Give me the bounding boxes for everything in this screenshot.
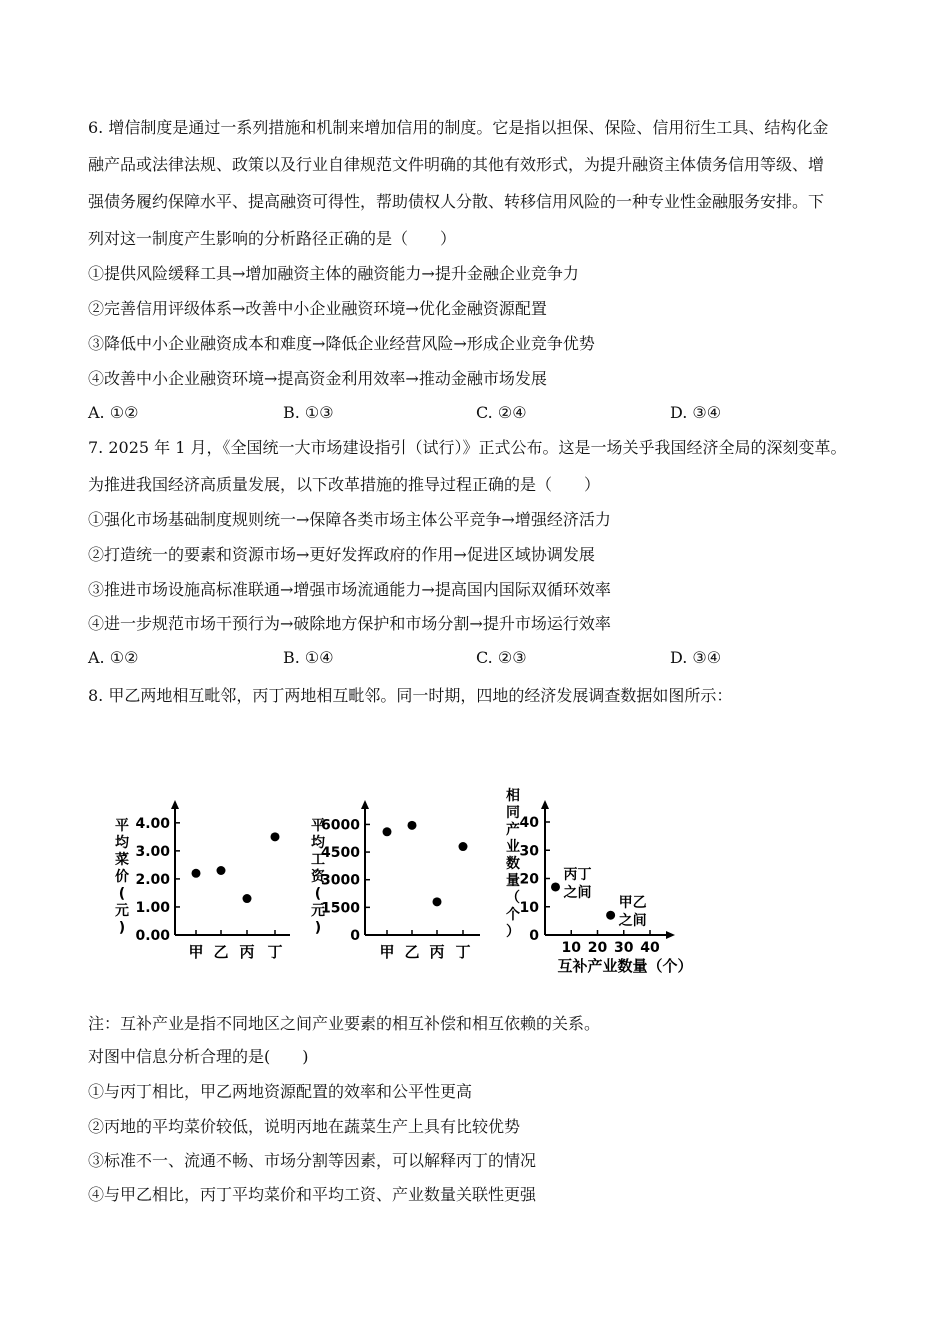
q8-figure: [0, 780, 950, 980]
chart3-ylabel-char-5: 量: [506, 873, 520, 889]
q7-item-4: ④进一步规范市场干预行为→破除地方保护和市场分割→提升市场运行效率: [88, 614, 611, 633]
chart1-y-arrow: [171, 800, 179, 809]
chart3-point-label-0-b: 之间: [563, 884, 592, 901]
chart1-ytick-label-0: 4.00: [135, 815, 170, 832]
chart3-xtick-label-3: 30: [614, 940, 634, 956]
chart2-ylabel-char-1: 均: [311, 835, 325, 851]
chart2-ylabel-char-5: 元: [311, 903, 325, 919]
chart2-category-0: 甲: [379, 943, 395, 961]
chart3-ylabel-char-2: 产: [506, 822, 520, 838]
chart3-ytick-label-0: 40: [519, 815, 539, 831]
chart1-point-0: [192, 869, 201, 878]
chart2-ylabel-char-6: ): [314, 920, 322, 936]
chart1-ylabel-char-2: 菜: [115, 852, 129, 868]
chart3-ylabel-char-7: 个: [506, 907, 520, 923]
chart1-ytick-label-4: 0.00: [135, 928, 170, 944]
q8-question: 对图中信息分析合理的是( ): [88, 1047, 309, 1066]
chart2-ylabel-char-2: 工: [311, 852, 325, 868]
chart1-category-2: 丙: [239, 943, 255, 961]
q8-item-2: ②丙地的平均菜价较低，说明丙地在蔬菜生产上具有比较优势: [88, 1117, 521, 1136]
chart3-point-1: [606, 911, 615, 920]
q8-item-4: ④与甲乙相比，丙丁平均菜价和平均工资、产业数量关联性更强: [88, 1185, 537, 1204]
chart1-ytick-label-2: 2.00: [135, 871, 170, 888]
chart3-xtick-label-2: 20: [587, 940, 608, 956]
q6-stem-line-3: 强债务履约保障水平、提高融资可得性，帮助债权人分散、转移信用风险的一种专业性金融服务安排。下: [88, 192, 825, 211]
q6-option-c[interactable]: C. ②④: [476, 403, 527, 422]
q6-item-4: ④改善中小企业融资环境→提高资金利用效率→推动金融市场发展: [88, 369, 547, 388]
q7-stem-line-1: 7. 2025 年 1 月，《全国统一大市场建设指引（试行）》正式公布。这是一场关乎我国经济全局的深刻变革。: [88, 438, 847, 457]
q8-item-1: ①与丙丁相比，甲乙两地资源配置的效率和公平性更高: [88, 1082, 473, 1101]
q8-intro: 8. 甲乙两地相互毗邻，丙丁两地相互毗邻。同一时期，四地的经济发展调查数据如图所示：: [88, 686, 733, 705]
chart2-ytick-label-1: 4500: [321, 845, 360, 862]
q6-item-3: ③降低中小企业融资成本和难度→降低企业经营风险→形成企业竞争优势: [88, 334, 595, 353]
chart1-category-0: 甲: [188, 943, 204, 961]
chart3-ylabel-char-4: 数: [506, 856, 520, 872]
chart2-point-1: [408, 821, 417, 830]
chart2-ytick-label-4: 0: [350, 928, 360, 944]
q7-item-2: ②打造统一的要素和资源市场→更好发挥政府的作用→促进区域协调发展: [88, 545, 595, 564]
chart2-ylabel-char-4: (: [314, 886, 322, 902]
q6-stem-line-4: 列对这一制度产生影响的分析路径正确的是（ ）: [88, 229, 457, 248]
q6-item-1: ①提供风险缓释工具→增加融资主体的融资能力→提升金融企业竞争力: [88, 264, 579, 283]
chart3-xtick-label-4: 40: [640, 940, 660, 956]
chart3-y-arrow: [541, 800, 549, 809]
chart1-category-3: 丁: [267, 943, 283, 961]
chart3-point-label-1-b: 之间: [618, 913, 647, 930]
chart3-ylabel-char-3: 业: [506, 839, 520, 855]
chart3-xlabel: 互补产业数量（个）: [557, 957, 693, 975]
chart1-ylabel-char-4: (: [118, 886, 126, 902]
chart3-ylabel-char-6: （: [506, 890, 520, 906]
q6-option-a[interactable]: A. ①②: [88, 403, 139, 422]
chart2-category-1: 乙: [404, 943, 420, 961]
chart1-ylabel-char-6: ): [118, 920, 126, 936]
q6-stem-line-1: 6. 增信制度是通过一系列措施和机制来增加信用的制度。它是指以担保、保险、信用衍生工具、结构化金: [88, 118, 829, 137]
chart1-ylabel-char-0: 平: [115, 818, 129, 834]
chart1-ylabel-char-1: 均: [115, 835, 129, 851]
chart1-ylabel-char-5: 元: [115, 903, 129, 919]
q8-item-3: ③标准不一、流通不畅、市场分割等因素，可以解释丙丁的情况: [88, 1151, 537, 1170]
q7-option-d[interactable]: D. ③④: [670, 648, 722, 667]
chart1-point-2: [243, 894, 252, 903]
chart3-ylabel-char-1: 同: [506, 805, 520, 821]
chart3-ylabel-char-8: ）: [506, 924, 520, 940]
chart2-point-3: [459, 842, 468, 851]
q6-option-b[interactable]: B. ①③: [283, 403, 334, 422]
chart3-ytick-label-3: 10: [519, 899, 539, 916]
chart3-ytick-label-4: 0: [529, 928, 539, 944]
q7-option-a[interactable]: A. ①②: [88, 648, 139, 667]
chart1-ytick-label-1: 3.00: [135, 843, 170, 860]
q6-item-2: ②完善信用评级体系→改善中小企业融资环境→优化金融资源配置: [88, 299, 547, 318]
chart1-category-1: 乙: [213, 943, 229, 961]
q8-note: 注：互补产业是指不同地区之间产业要素的相互补偿和相互依赖的关系。: [88, 1014, 601, 1033]
chart3-xtick-label-1: 10: [561, 940, 581, 956]
q6-stem-line-2: 融产品或法律法规、政策以及行业自律规范文件明确的其他有效形式，为提升融资主体债务信用等级、增: [88, 155, 825, 174]
chart2-ytick-label-0: 6000: [321, 817, 360, 834]
chart3-ytick-label-2: 20: [519, 871, 539, 888]
chart1-ytick-label-3: 1.00: [135, 899, 170, 916]
chart3-point-label-0-a: 丙丁: [563, 866, 592, 883]
chart2-point-0: [383, 827, 392, 836]
q7-item-1: ①强化市场基础制度规则统一→保障各类市场主体公平竞争→增强经济活力: [88, 510, 611, 529]
chart2-ytick-label-2: 3000: [321, 872, 360, 889]
chart2-ytick-label-3: 1500: [321, 900, 360, 917]
q6-option-d[interactable]: D. ③④: [670, 403, 722, 422]
chart2-ylabel-char-3: 资: [311, 869, 325, 885]
chart2-point-2: [433, 897, 442, 906]
chart3-point-0: [551, 882, 560, 891]
chart3-ytick-label-1: 30: [519, 843, 539, 860]
chart1-ylabel-char-3: 价: [115, 869, 129, 885]
chart3-ylabel-char-0: 相: [506, 788, 520, 804]
q7-option-b[interactable]: B. ①④: [283, 648, 334, 667]
chart2-category-3: 丁: [455, 943, 471, 961]
chart1-point-3: [271, 832, 280, 841]
q7-option-c[interactable]: C. ②③: [476, 648, 527, 667]
chart3-x-arrow: [666, 931, 675, 939]
chart2-category-2: 丙: [429, 943, 445, 961]
chart2-ylabel-char-0: 平: [311, 818, 325, 834]
chart1-point-1: [217, 866, 226, 875]
chart3-point-label-1-a: 甲乙: [618, 895, 647, 912]
q7-item-3: ③推进市场设施高标准联通→增强市场流通能力→提高国内国际双循环效率: [88, 580, 611, 599]
chart2-y-arrow: [361, 800, 369, 809]
q7-stem-line-2: 为推进我国经济高质量发展，以下改革措施的推导过程正确的是（ ）: [88, 475, 601, 494]
